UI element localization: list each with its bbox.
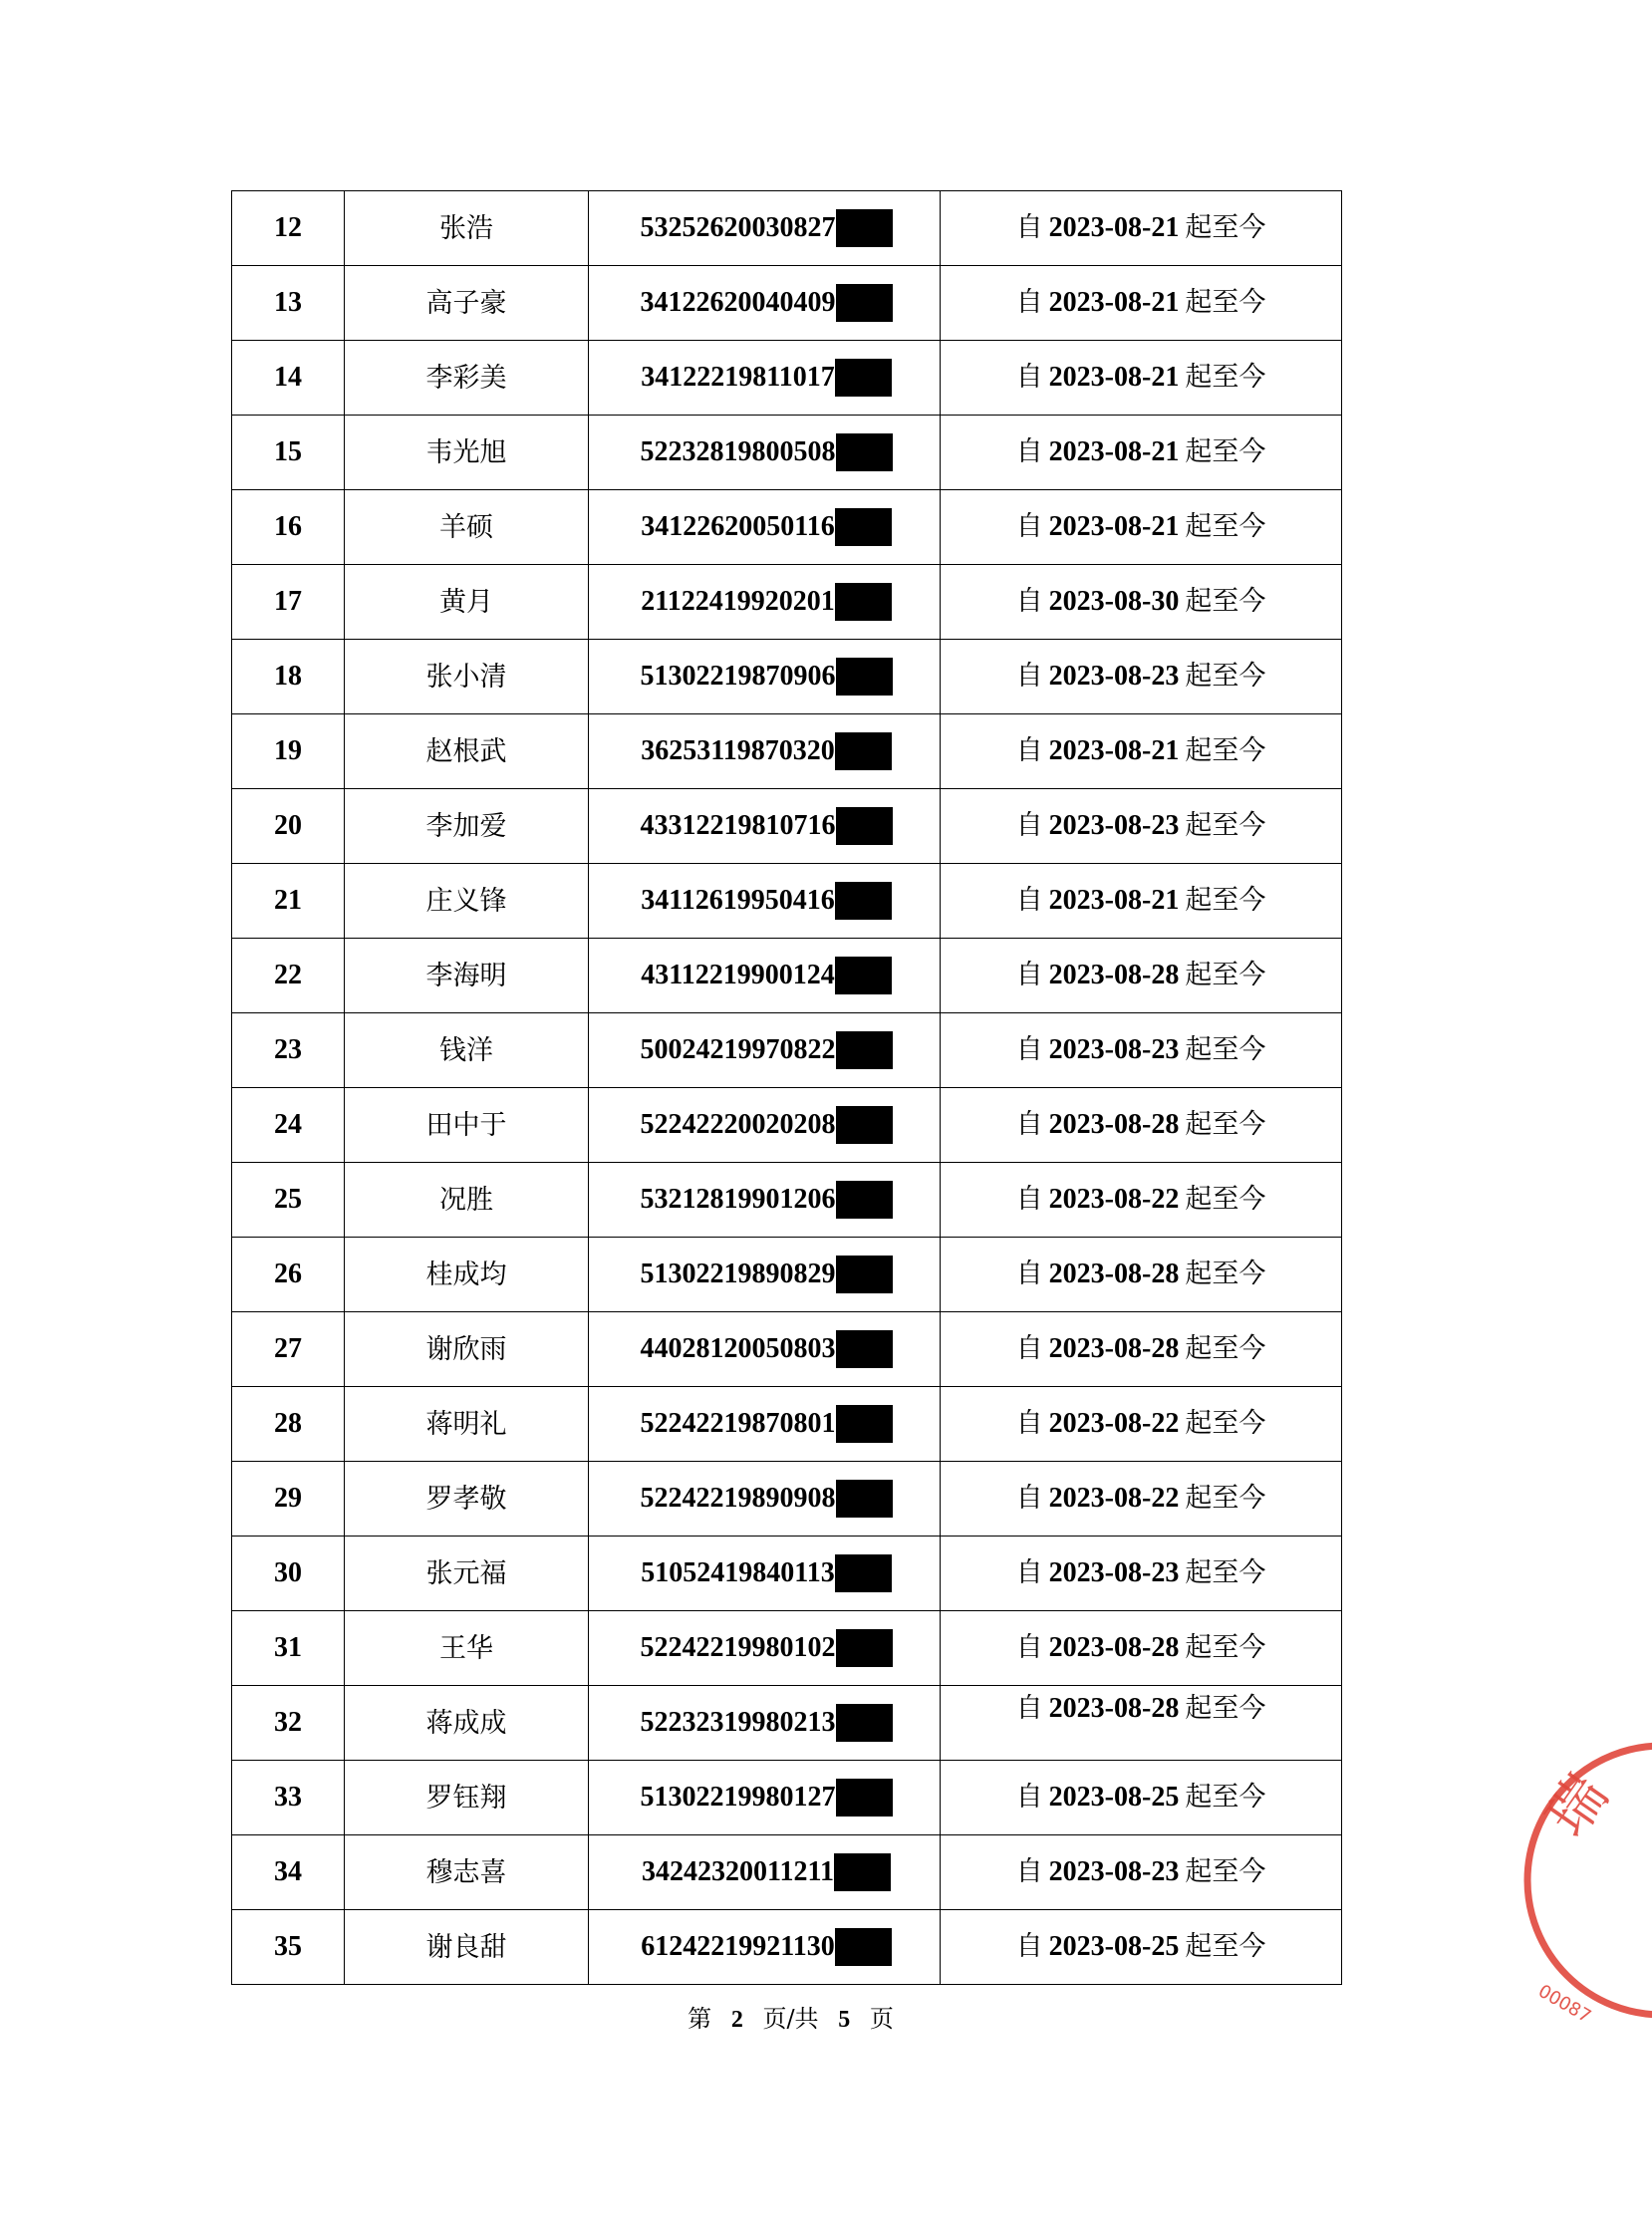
name-cell: [345, 1462, 589, 1537]
id-number-partial: 51302219980127: [640, 1782, 836, 1813]
row-number: 26: [274, 1258, 302, 1289]
id-number-partial: 34122620050116: [641, 511, 835, 542]
date-cell: [941, 640, 1342, 714]
date-prefix: 自: [1015, 1782, 1043, 1813]
row-number-cell: [232, 1163, 345, 1238]
row-number: 32: [274, 1707, 302, 1738]
row-number: 29: [274, 1483, 302, 1514]
date-suffix: 起至今: [1185, 1034, 1266, 1065]
person-name: 况胜: [439, 1184, 493, 1216]
id-number-partial: 52232319980213: [640, 1707, 836, 1738]
row-number-cell: [232, 490, 345, 565]
id-cell: [589, 1088, 941, 1163]
start-date: 2023-08-21: [1048, 362, 1180, 393]
name-cell: [345, 1013, 589, 1088]
date-suffix: 起至今: [1185, 885, 1266, 916]
row-number: 33: [274, 1782, 302, 1813]
name-cell: [345, 1088, 589, 1163]
id-cell: [589, 864, 941, 939]
id-cell: [589, 1013, 941, 1088]
table-row: [232, 490, 1342, 565]
person-name: 穆志喜: [425, 1856, 507, 1888]
date-prefix: 自: [1015, 1856, 1043, 1887]
id-number-partial: 43312219810716: [640, 810, 836, 841]
table-row: [232, 1686, 1342, 1761]
redaction-block: [836, 1031, 893, 1069]
start-date: 2023-08-25: [1048, 1782, 1180, 1813]
person-name: 张小清: [425, 661, 507, 693]
person-name: 庄义锋: [425, 885, 507, 917]
row-number: 16: [274, 511, 302, 542]
person-name: 高子豪: [425, 287, 507, 319]
redaction-block: [836, 433, 893, 471]
date-prefix: 自: [1015, 1693, 1043, 1724]
date-cell: [941, 1611, 1342, 1686]
row-number-cell: [232, 1088, 345, 1163]
row-number-cell: [232, 1013, 345, 1088]
start-date: 2023-08-22: [1048, 1408, 1180, 1439]
date-cell: [941, 565, 1342, 640]
row-number-cell: [232, 640, 345, 714]
person-name: 黄月: [439, 586, 493, 618]
row-number: 35: [274, 1931, 302, 1962]
date-suffix: 起至今: [1185, 1258, 1266, 1289]
date-cell: [941, 416, 1342, 490]
start-date: 2023-08-28: [1048, 1258, 1180, 1289]
row-number-cell: [232, 789, 345, 864]
id-number-partial: 51302219890829: [640, 1258, 836, 1289]
date-prefix: 自: [1015, 1483, 1043, 1514]
redaction-block: [836, 1330, 893, 1368]
table-row: [232, 1611, 1342, 1686]
id-cell: [589, 341, 941, 416]
person-name: 王华: [439, 1632, 493, 1664]
start-date: 2023-08-22: [1048, 1184, 1180, 1215]
date-suffix: 起至今: [1185, 287, 1266, 318]
name-cell: [345, 416, 589, 490]
table-row: [232, 1910, 1342, 1985]
row-number: 30: [274, 1557, 302, 1588]
person-name: 罗孝敬: [425, 1483, 507, 1515]
name-cell: [345, 864, 589, 939]
name-cell: [345, 1686, 589, 1761]
date-suffix: 起至今: [1185, 1483, 1266, 1514]
id-cell: [589, 565, 941, 640]
person-name: 罗钰翔: [425, 1782, 507, 1814]
date-prefix: 自: [1015, 885, 1043, 916]
date-prefix: 自: [1015, 1557, 1043, 1588]
row-number: 18: [274, 661, 302, 692]
table-row: [232, 191, 1342, 266]
id-cell: [589, 266, 941, 341]
name-cell: [345, 1761, 589, 1835]
redaction-block: [836, 1779, 893, 1817]
table-row: [232, 640, 1342, 714]
id-cell: [589, 1537, 941, 1611]
redaction-block: [835, 1554, 892, 1592]
name-cell: [345, 1387, 589, 1462]
date-prefix: 自: [1015, 1632, 1043, 1663]
table-row: [232, 864, 1342, 939]
date-prefix: 自: [1015, 661, 1043, 692]
start-date: 2023-08-21: [1048, 287, 1180, 318]
redaction-block: [835, 732, 892, 770]
seal-text: 瑞: [1532, 1762, 1622, 1849]
name-cell: [345, 1238, 589, 1312]
id-cell: [589, 1238, 941, 1312]
row-number: 20: [274, 810, 302, 841]
date-suffix: 起至今: [1185, 735, 1266, 766]
id-number-partial: 52242220020208: [640, 1109, 836, 1140]
id-number-partial: 50024219970822: [640, 1034, 836, 1065]
table-row: [232, 1088, 1342, 1163]
date-suffix: 起至今: [1185, 1931, 1266, 1962]
date-prefix: 自: [1015, 511, 1043, 542]
name-cell: [345, 490, 589, 565]
id-number-partial: 53212819901206: [640, 1184, 836, 1215]
date-suffix: 起至今: [1185, 586, 1266, 617]
date-cell: [941, 714, 1342, 789]
table-row: [232, 714, 1342, 789]
id-number-partial: 34122219811017: [641, 362, 835, 393]
row-number: 12: [274, 212, 302, 243]
date-suffix: 起至今: [1185, 436, 1266, 467]
id-number-partial: 34112619950416: [641, 885, 835, 916]
name-cell: [345, 266, 589, 341]
person-name: 桂成均: [425, 1258, 507, 1290]
start-date: 2023-08-28: [1048, 960, 1180, 990]
date-suffix: 起至今: [1185, 1782, 1266, 1813]
date-cell: [941, 1312, 1342, 1387]
person-name: 羊硕: [439, 511, 493, 543]
id-cell: [589, 640, 941, 714]
name-cell: [345, 789, 589, 864]
start-date: 2023-08-23: [1048, 661, 1180, 692]
name-cell: [345, 714, 589, 789]
redaction-block: [834, 1853, 891, 1891]
date-prefix: 自: [1015, 1408, 1043, 1439]
row-number-cell: [232, 1761, 345, 1835]
row-number: 24: [274, 1109, 302, 1140]
start-date: 2023-08-21: [1048, 735, 1180, 766]
id-cell: [589, 1163, 941, 1238]
redaction-block: [836, 1480, 893, 1518]
page-suffix: 页: [869, 2005, 894, 2033]
redaction-block: [836, 1405, 893, 1443]
id-cell: [589, 490, 941, 565]
id-cell: [589, 789, 941, 864]
date-cell: [941, 864, 1342, 939]
start-date: 2023-08-28: [1048, 1632, 1180, 1663]
start-date: 2023-08-23: [1048, 1034, 1180, 1065]
table-row: [232, 1387, 1342, 1462]
date-prefix: 自: [1015, 212, 1043, 243]
row-number-cell: [232, 939, 345, 1013]
page-prefix: 第: [688, 2005, 712, 2033]
date-suffix: 起至今: [1185, 1693, 1266, 1724]
id-number-partial: 51302219870906: [640, 661, 836, 692]
table-row: [232, 1462, 1342, 1537]
person-name: 田中于: [425, 1109, 507, 1141]
row-number: 25: [274, 1184, 302, 1215]
table-row: [232, 565, 1342, 640]
page-mid: 页/共: [762, 2005, 819, 2033]
start-date: 2023-08-28: [1048, 1333, 1180, 1364]
date-prefix: 自: [1015, 1184, 1043, 1215]
date-suffix: 起至今: [1185, 1856, 1266, 1887]
name-cell: [345, 1910, 589, 1985]
date-cell: [941, 490, 1342, 565]
row-number-cell: [232, 565, 345, 640]
table-row: [232, 939, 1342, 1013]
row-number: 15: [274, 436, 302, 467]
id-number-partial: 36253119870320: [641, 735, 835, 766]
table-row: [232, 1013, 1342, 1088]
row-number-cell: [232, 341, 345, 416]
person-name: 谢良甜: [425, 1931, 507, 1963]
date-cell: [941, 1387, 1342, 1462]
name-cell: [345, 1312, 589, 1387]
redaction-block: [836, 1629, 893, 1667]
redaction-block: [836, 658, 893, 696]
table-row: [232, 789, 1342, 864]
row-number-cell: [232, 416, 345, 490]
date-prefix: 自: [1015, 436, 1043, 467]
redaction-block: [836, 807, 893, 845]
date-suffix: 起至今: [1185, 1632, 1266, 1663]
id-cell: [589, 1312, 941, 1387]
row-number-cell: [232, 1238, 345, 1312]
date-prefix: 自: [1015, 810, 1043, 841]
row-number: 22: [274, 960, 302, 990]
date-prefix: 自: [1015, 1258, 1043, 1289]
date-cell: [941, 1910, 1342, 1985]
row-number-cell: [232, 1910, 345, 1985]
row-number-cell: [232, 1611, 345, 1686]
row-number: 13: [274, 287, 302, 318]
date-prefix: 自: [1015, 1931, 1043, 1962]
personnel-table: [231, 190, 1342, 1985]
redaction-block: [836, 284, 893, 322]
redaction-block: [836, 1256, 893, 1293]
start-date: 2023-08-21: [1048, 885, 1180, 916]
row-number: 14: [274, 362, 302, 393]
start-date: 2023-08-22: [1048, 1483, 1180, 1514]
redaction-block: [836, 1106, 893, 1144]
id-cell: [589, 714, 941, 789]
date-prefix: 自: [1015, 1333, 1043, 1364]
date-suffix: 起至今: [1185, 1333, 1266, 1364]
date-prefix: 自: [1015, 1109, 1043, 1140]
start-date: 2023-08-30: [1048, 586, 1180, 617]
row-number: 31: [274, 1632, 302, 1663]
date-suffix: 起至今: [1185, 212, 1266, 243]
id-cell: [589, 191, 941, 266]
table-row: [232, 1835, 1342, 1910]
redaction-block: [835, 583, 892, 621]
person-name: 蒋成成: [425, 1707, 507, 1739]
person-name: 张浩: [439, 212, 493, 244]
date-suffix: 起至今: [1185, 1184, 1266, 1215]
name-cell: [345, 640, 589, 714]
name-cell: [345, 1163, 589, 1238]
id-number-partial: 34122620040409: [640, 287, 836, 318]
date-suffix: 起至今: [1185, 362, 1266, 393]
id-number-partial: 52242219870801: [640, 1408, 836, 1439]
table-body: [232, 191, 1342, 1985]
date-prefix: 自: [1015, 1034, 1043, 1065]
table-row: [232, 1163, 1342, 1238]
row-number-cell: [232, 1462, 345, 1537]
id-number-partial: 21122419920201: [641, 586, 835, 617]
table-row: [232, 266, 1342, 341]
id-cell: [589, 1611, 941, 1686]
id-cell: [589, 1686, 941, 1761]
seal-number: 00087: [1534, 1980, 1595, 2028]
date-suffix: 起至今: [1185, 810, 1266, 841]
name-cell: [345, 939, 589, 1013]
date-cell: [941, 1686, 1342, 1761]
id-number-partial: 53252620030827: [640, 212, 836, 243]
page-footer: [0, 1999, 1581, 2034]
redaction-block: [835, 957, 892, 994]
person-name: 李海明: [425, 960, 507, 991]
id-cell: [589, 1910, 941, 1985]
table-row: [232, 416, 1342, 490]
id-number-partial: 44028120050803: [640, 1333, 836, 1364]
name-cell: [345, 565, 589, 640]
id-number-partial: 61242219921130: [641, 1931, 835, 1962]
date-cell: [941, 266, 1342, 341]
date-prefix: 自: [1015, 735, 1043, 766]
id-cell: [589, 1387, 941, 1462]
redaction-block: [835, 508, 892, 546]
start-date: 2023-08-21: [1048, 511, 1180, 542]
table-row: [232, 1312, 1342, 1387]
date-cell: [941, 1013, 1342, 1088]
row-number-cell: [232, 864, 345, 939]
redaction-block: [835, 359, 892, 397]
date-suffix: 起至今: [1185, 1109, 1266, 1140]
start-date: 2023-08-21: [1048, 436, 1180, 467]
redaction-block: [836, 1181, 893, 1219]
date-cell: [941, 1462, 1342, 1537]
date-cell: [941, 1835, 1342, 1910]
name-cell: [345, 191, 589, 266]
redaction-block: [835, 1928, 892, 1966]
company-seal-stamp: [1513, 1716, 1652, 2045]
id-number-partial: 52242219980102: [640, 1632, 836, 1663]
row-number-cell: [232, 1537, 345, 1611]
date-cell: [941, 1761, 1342, 1835]
date-suffix: 起至今: [1185, 511, 1266, 542]
table-row: [232, 1537, 1342, 1611]
row-number: 28: [274, 1408, 302, 1439]
person-name: 张元福: [425, 1557, 507, 1589]
name-cell: [345, 1835, 589, 1910]
date-cell: [941, 191, 1342, 266]
id-number-partial: 52242219890908: [640, 1483, 836, 1514]
row-number: 19: [274, 735, 302, 766]
table-row: [232, 1238, 1342, 1312]
date-cell: [941, 789, 1342, 864]
person-name: 李彩美: [425, 362, 507, 394]
date-cell: [941, 1238, 1342, 1312]
id-number-partial: 51052419840113: [641, 1557, 835, 1588]
date-cell: [941, 1163, 1342, 1238]
row-number-cell: [232, 1387, 345, 1462]
date-cell: [941, 1537, 1342, 1611]
date-cell: [941, 341, 1342, 416]
total-pages-number: 5: [838, 2007, 851, 2033]
row-number: 27: [274, 1333, 302, 1364]
date-suffix: 起至今: [1185, 960, 1266, 990]
row-number-cell: [232, 714, 345, 789]
id-cell: [589, 1835, 941, 1910]
id-cell: [589, 1761, 941, 1835]
start-date: 2023-08-25: [1048, 1931, 1180, 1962]
person-name: 赵根武: [425, 735, 507, 767]
row-number-cell: [232, 191, 345, 266]
row-number-cell: [232, 1686, 345, 1761]
row-number-cell: [232, 1312, 345, 1387]
id-cell: [589, 416, 941, 490]
redaction-block: [836, 1704, 893, 1742]
start-date: 2023-08-23: [1048, 810, 1180, 841]
date-suffix: 起至今: [1185, 1408, 1266, 1439]
start-date: 2023-08-23: [1048, 1856, 1180, 1887]
start-date: 2023-08-28: [1048, 1693, 1180, 1724]
date-cell: [941, 939, 1342, 1013]
start-date: 2023-08-23: [1048, 1557, 1180, 1588]
row-number-cell: [232, 266, 345, 341]
table-row: [232, 341, 1342, 416]
current-page-number: 2: [730, 2007, 743, 2033]
id-number-partial: 52232819800508: [640, 436, 836, 467]
name-cell: [345, 1537, 589, 1611]
date-prefix: 自: [1015, 960, 1043, 990]
date-prefix: 自: [1015, 362, 1043, 393]
redaction-block: [836, 209, 893, 247]
person-name: 谢欣雨: [425, 1333, 507, 1365]
person-name: 蒋明礼: [425, 1408, 507, 1440]
start-date: 2023-08-21: [1048, 212, 1180, 243]
id-number-partial: 43112219900124: [641, 960, 835, 990]
date-prefix: 自: [1015, 586, 1043, 617]
row-number: 23: [274, 1034, 302, 1065]
row-number: 34: [274, 1856, 302, 1887]
date-prefix: 自: [1015, 287, 1043, 318]
start-date: 2023-08-28: [1048, 1109, 1180, 1140]
row-number-cell: [232, 1835, 345, 1910]
name-cell: [345, 341, 589, 416]
row-number: 21: [274, 885, 302, 916]
id-cell: [589, 1462, 941, 1537]
person-name: 韦光旭: [425, 436, 507, 468]
row-number: 17: [274, 586, 302, 617]
date-cell: [941, 1088, 1342, 1163]
redaction-block: [835, 882, 892, 920]
date-suffix: 起至今: [1185, 661, 1266, 692]
person-name: 钱洋: [439, 1034, 493, 1066]
id-number-partial: 34242320011211: [642, 1856, 834, 1887]
date-suffix: 起至今: [1185, 1557, 1266, 1588]
id-cell: [589, 939, 941, 1013]
person-name: 李加爱: [425, 810, 507, 842]
table-row: [232, 1761, 1342, 1835]
name-cell: [345, 1611, 589, 1686]
